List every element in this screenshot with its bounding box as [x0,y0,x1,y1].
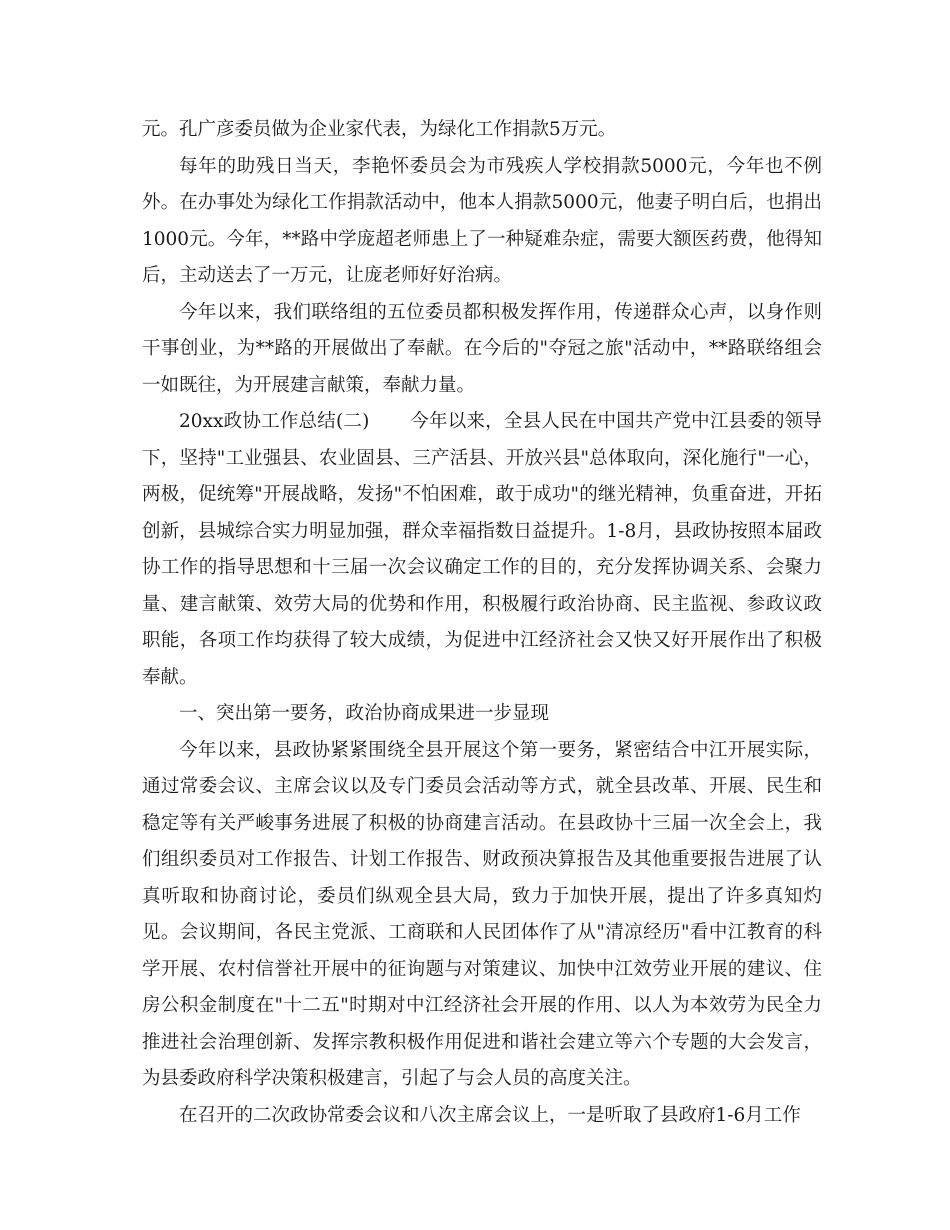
section-heading: 20xx政协工作总结(二) [179,411,370,432]
section-body: 今年以来，全县人民在中国共产党中江县委的领导下，坚持"工业强县、农业固县、三产活县、开放兴县"总体取向，深化施行"一心，两极，促统筹"开展战略，发扬"不怕困难，敢于成功"的继光精神，负重奋进，开拓创新，县城综合实力明显加强，群众幸福指数日益提升。1-8月，县政协按照本届政协工作的指导思想和十三届一次会议确定工作的目的，充分发挥协调关系、会聚力量、建言献策、效劳大局的优势和作用，积极履行政治协商、民主监视、参政议政职能，各项工作均获得了较大成绩，为促进中江经济社会又快又好开展作出了积极奉献。 [142,411,822,688]
paragraph-continuation: 元。孔广彦委员做为企业家代表，为绿化工作捐款5万元。 [142,119,617,140]
paragraph-liaison-group: 今年以来，我们联络组的五位委员都积极发挥作用，传递群众心声，以身作则干事创业，为**路的开展做出了奉献。在今后的"夺冠之旅"活动中，**路联络组会一如既往，为开展建言献策，奉献力量。 [142,301,822,396]
paragraph-consultation: 今年以来，县政协紧紧围绕全县开展这个第一要务，紧密结合中江开展实际，通过常委会议、主席会议以及专门委员会活动等方式，就全县改革、开展、民生和稳定等有关严峻事务进展了积极的协商建言活动。在县政协十三届一次全会上，我们组织委员对工作报告、计划工作报告、财政预决算报告及其他重要报告进展了认真听取和协商讨论，委员们纵观全县大局，致力于加快开展，提出了许多真知灼见。会议期间，各民主党派、工商联和人民团体作了从"清凉经历"看中江教育的科学开展、农村信誉社开展中的征询题与对策建议、加快中江效劳业开展的建议、住房公积金制度在"十二五"时期对中江经济社会开展的作用、以人为本效劳为民全力推进社会治理创新、发挥宗教积极作用促进和谐社会建立等六个专题的大会发言，为县委政府科学决策积极建言，引起了与会人员的高度关注。 [142,739,822,1089]
paragraph-section-two [142,404,822,696]
document-body [142,112,822,1134]
subheading-first-priority: 一、突出第一要务，政治协商成果进一步显现 [179,703,550,724]
paragraph-disability-day: 每年的助残日当天，李艳怀委员会为市残疾人学校捐款5000元，今年也不例外。在办事处为绿化工作捐款活动中，他本人捐款5000元，他妻子明白后，也捐出1000元。今年，**路中学庞超老师患上了一种疑难杂症，需要大额医药费，他得知后，主动送去了一万元，让庞老师好好治病。 [142,155,822,286]
paragraph-standing-committee: 在召开的二次政协常委会议和八次主席会议上，一是听取了县政府1-6月工作 [179,1104,801,1126]
